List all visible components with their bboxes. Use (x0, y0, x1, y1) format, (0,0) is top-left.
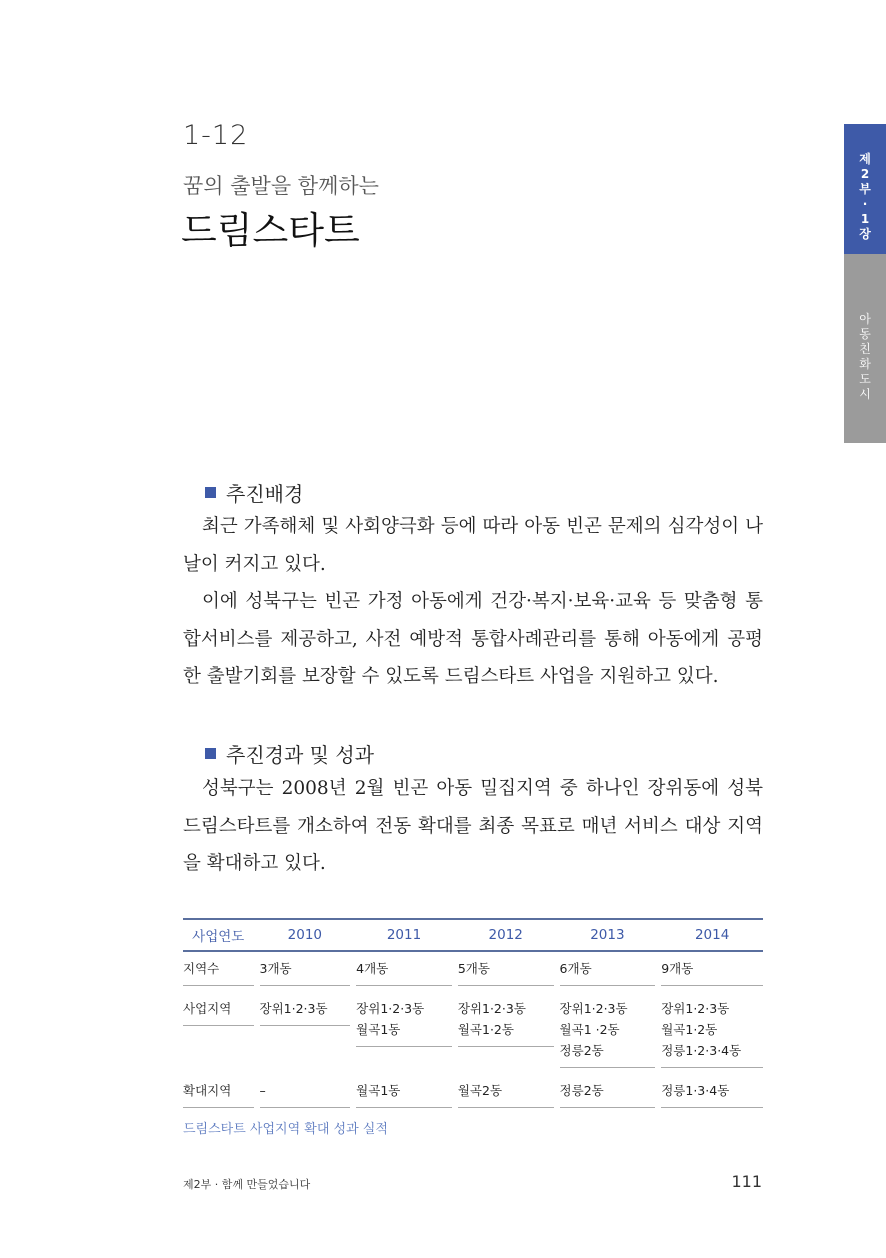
page-title: 드림스타트 (181, 209, 360, 252)
section-body-progress (183, 770, 763, 883)
table-cell (458, 952, 560, 992)
table-cell (661, 1074, 763, 1114)
table-cell (356, 952, 458, 992)
table-cell (356, 1074, 458, 1114)
side-tab-chapter[interactable] (844, 124, 886, 254)
section-heading-progress (205, 739, 374, 768)
table-row (183, 1074, 763, 1114)
table-cell-text: 정릉1·3·4동 (661, 1080, 763, 1108)
square-bullet-icon (205, 748, 216, 759)
table-header-year: 2014 (661, 918, 763, 952)
table-row (183, 992, 763, 1074)
side-tab-chapter-char: · (862, 197, 868, 211)
table-cell (356, 992, 458, 1074)
paragraph: 최근 가족해체 및 사회양극화 등에 따라 아동 빈곤 문제의 심각성이 나날이 커지고 있다. (183, 516, 763, 575)
paragraph: 이에 성북구는 빈곤 가정 아동에게 건강·복지·보육·교육 등 맞춤형 통합서비스를 제공하고, 사전 예방적 통합사례관리를 통해 아동에게 공평한 출발기회를 보장할 수 있도록 드림스타트 사업을 지원하고 있다. (183, 591, 763, 687)
side-tab-topic-char: 아 (859, 312, 871, 326)
footer-text: 제2부 · 함께 만들었습니다 (183, 1178, 311, 1191)
table-cell (260, 952, 357, 992)
table-header-year: 2012 (458, 918, 560, 952)
table-cell (560, 992, 662, 1074)
section-heading-label: 추진배경 (226, 482, 304, 506)
table-row-label (183, 952, 260, 992)
table-header-row (183, 918, 763, 952)
table-cell (661, 992, 763, 1074)
side-tab-chapter-char: 2 (860, 167, 870, 181)
square-bullet-icon (205, 487, 216, 498)
section-subtitle: 꿈의 출발을 함께하는 (183, 174, 379, 198)
side-tab-topic-char: 화 (859, 357, 871, 371)
table-cell-text: 확대지역 (183, 1080, 254, 1108)
table-header-year: 2011 (356, 918, 458, 952)
side-tab-topic-char: 친 (859, 342, 871, 356)
table-row-label (183, 1074, 260, 1114)
side-tab-topic-char: 시 (859, 387, 871, 401)
section-heading-label: 추진경과 및 성과 (226, 743, 374, 767)
table-cell-text: – (260, 1080, 351, 1108)
table-cell (260, 992, 357, 1074)
table-header-year: 2010 (260, 918, 357, 952)
table-caption: 드림스타트 사업지역 확대 성과 실적 (183, 1122, 388, 1137)
table-cell-text: 사업지역 (183, 998, 254, 1026)
table-cell-text: 3개동 (260, 958, 351, 986)
results-table (183, 918, 763, 1114)
table-header-label: 사업연도 (183, 918, 260, 952)
side-tab-topic-char: 동 (859, 327, 871, 341)
table-cell (560, 1074, 662, 1114)
table-cell-text: 월곡1동 (356, 1080, 452, 1108)
table-cell-text: 6개동 (560, 958, 656, 986)
table-cell-text: 장위1·2·3동 월곡1동 (356, 998, 452, 1047)
table-cell-text: 5개동 (458, 958, 554, 986)
table-header-year: 2013 (560, 918, 662, 952)
table-cell-text: 장위1·2·3동 월곡1·2동 (458, 998, 554, 1047)
table-cell (260, 1074, 357, 1114)
table-cell-text: 월곡2동 (458, 1080, 554, 1108)
page-number: 111 (731, 1172, 762, 1191)
table-row (183, 952, 763, 992)
table-cell-text: 장위1·2·3동 (260, 998, 351, 1026)
table-cell-text: 장위1·2·3동 월곡1 ·2동 정릉2동 (560, 998, 656, 1068)
table-cell-text: 지역수 (183, 958, 254, 986)
side-tab-topic-char: 도 (859, 372, 871, 386)
table-cell (458, 992, 560, 1074)
table-cell (458, 1074, 560, 1114)
side-tab-chapter-char: 제 (859, 152, 871, 166)
table-cell-text: 9개동 (661, 958, 763, 986)
table-cell-text: 4개동 (356, 958, 452, 986)
side-tab-chapter-char: 1 (860, 212, 870, 226)
side-tab-chapter-char: 부 (859, 182, 871, 196)
side-tab-topic[interactable] (844, 254, 886, 443)
table-cell-text: 장위1·2·3동 월곡1·2동 정릉1·2·3·4동 (661, 998, 763, 1068)
side-tab-chapter-char: 장 (859, 227, 871, 241)
results-table-block (183, 918, 763, 1137)
table-cell-text: 정릉2동 (560, 1080, 656, 1108)
paragraph: 성북구는 2008년 2월 빈곤 아동 밀집지역 중 하나인 장위동에 성북 드림스타트를 개소하여 전동 확대를 최종 목표로 매년 서비스 대상 지역을 확대하고 있다. (183, 778, 763, 874)
table-row-label (183, 992, 260, 1074)
section-heading-background (205, 478, 303, 507)
section-body-background (183, 508, 763, 696)
section-number: 1-12 (183, 120, 249, 151)
table-cell (661, 952, 763, 992)
table-cell (560, 952, 662, 992)
